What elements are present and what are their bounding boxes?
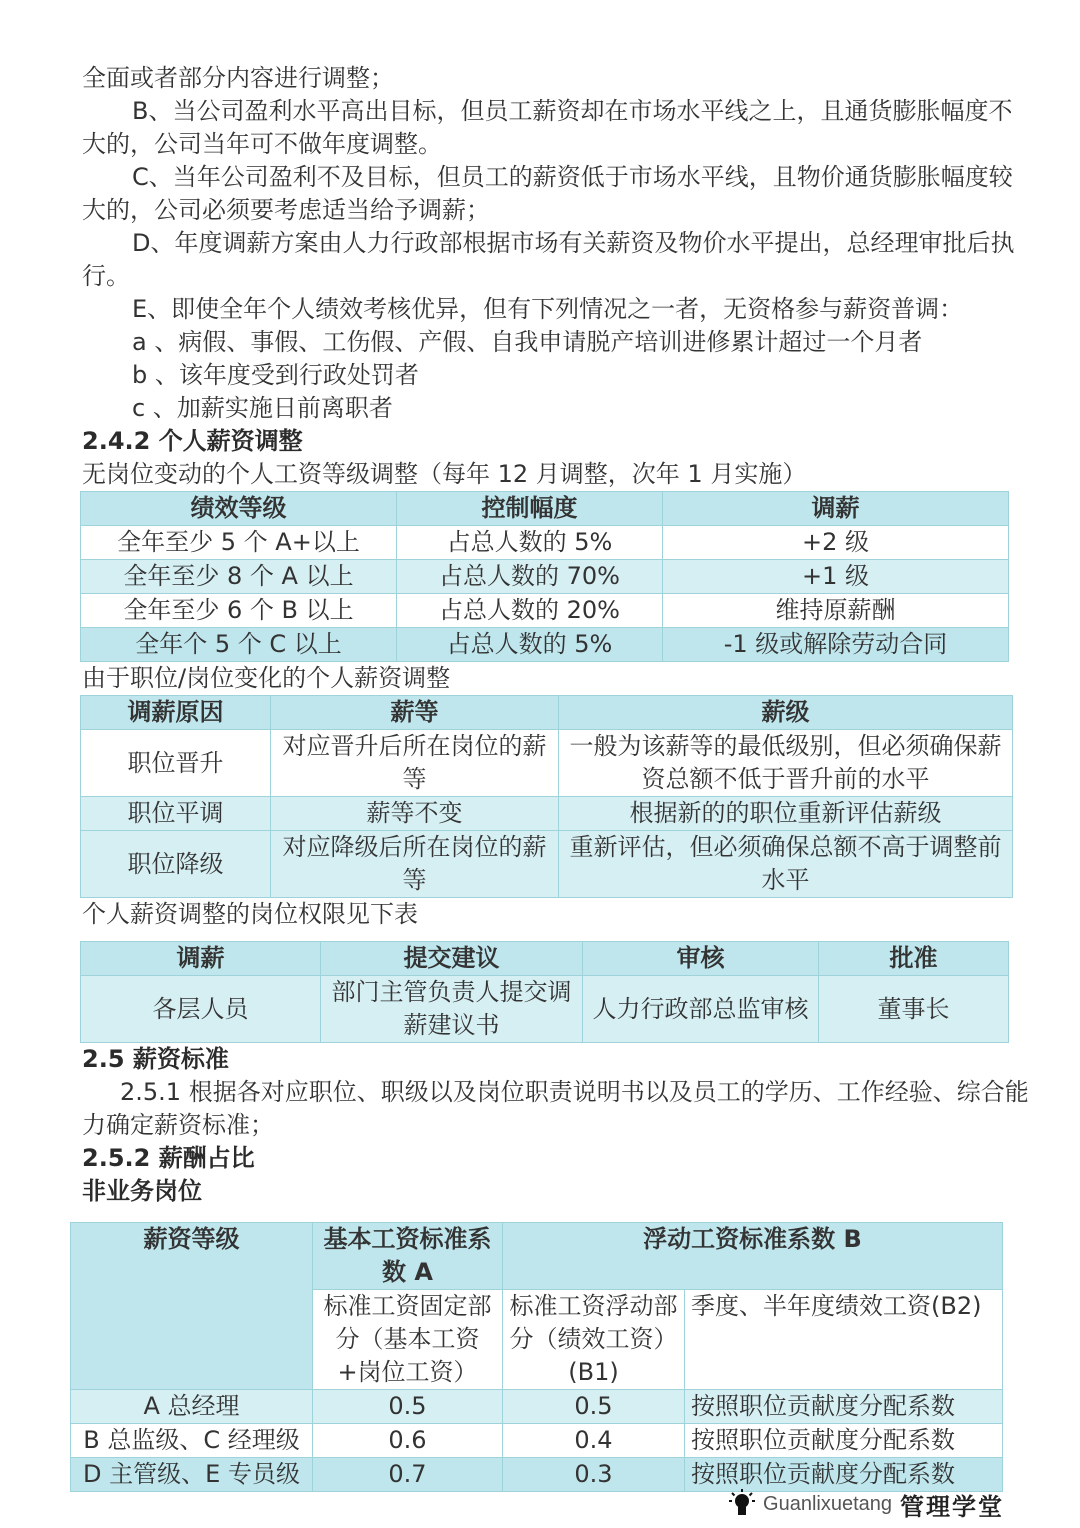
- table-row: [71, 1390, 1003, 1424]
- table-row: [81, 976, 1009, 1043]
- table-cell: 按照职位贡献度分配系数: [685, 1390, 1003, 1424]
- table-cell: 占总人数的 70%: [397, 560, 663, 594]
- table-cell: 董事长: [819, 976, 1009, 1043]
- table4-subheader-base: 标准工资固定部分（基本工资+岗位工资）: [313, 1290, 503, 1390]
- lightbulb-icon: [729, 1488, 755, 1522]
- table2-header: 薪级: [559, 696, 1013, 730]
- table1-header: 控制幅度: [397, 492, 663, 526]
- table-cell: +2 级: [663, 526, 1009, 560]
- section-heading-252: 2.5.2 薪酬占比: [82, 1144, 255, 1172]
- table-row: [81, 730, 1013, 797]
- footer-brand-chinese: 管理学堂: [900, 1492, 1004, 1521]
- footer-brand-latin: Guanlixuetang: [763, 1493, 892, 1515]
- table-cell: 职位降级: [81, 831, 271, 898]
- table-cell: +1 级: [663, 560, 1009, 594]
- table1-header: 调薪: [663, 492, 1009, 526]
- table-cell: 0.6: [313, 1424, 503, 1458]
- intro-line-3: D、年度调薪方案由人力行政部根据市场有关薪资及物价水平提出，总经理审批后执行。: [82, 229, 1015, 290]
- table-row: [81, 526, 1009, 560]
- intro-line-1: B、当公司盈利水平高出目标，但员工薪资却在市场水平线之上，且通货膨胀幅度不大的，公司当年可不做年度调整。: [82, 97, 1013, 158]
- table-cell: 人力行政部总监审核: [583, 976, 819, 1043]
- table-row: [81, 594, 1009, 628]
- table-row: [81, 831, 1013, 898]
- table-cell: 职位平调: [81, 797, 271, 831]
- table-row: [81, 560, 1009, 594]
- table4-subheader-b2: 季度、半年度绩效工资(B2): [685, 1290, 1003, 1390]
- table-cell: A 总经理: [71, 1390, 313, 1424]
- table-cell: 全年至少 6 个 B 以上: [81, 594, 397, 628]
- table-cell: 占总人数的 20%: [397, 594, 663, 628]
- para-251: 2.5.1 根据各对应职位、职级以及岗位职责说明书以及员工的学历、工作经验、综合能力确定薪资标准；: [82, 1078, 1029, 1139]
- table-cell: 一般为该薪等的最低级别，但必须确保薪资总额不低于晋升前的水平: [559, 730, 1013, 797]
- table-cell: 重新评估，但必须确保总额不高于调整前水平: [559, 831, 1013, 898]
- table2-caption: 由于职位/岗位变化的个人薪资调整: [82, 664, 451, 692]
- table-cell: 对应晋升后所在岗位的薪等: [271, 730, 559, 797]
- table-row: [71, 1424, 1003, 1458]
- table-row: [81, 628, 1009, 662]
- table-cell: 按照职位贡献度分配系数: [685, 1424, 1003, 1458]
- table3-caption: 个人薪资调整的岗位权限见下表: [82, 900, 418, 928]
- table-cell: 占总人数的 5%: [397, 628, 663, 662]
- table-cell: 占总人数的 5%: [397, 526, 663, 560]
- intro-line-7: c 、加薪实施日前离职者: [132, 394, 393, 422]
- position-change-table: [80, 695, 1013, 898]
- table3-header: 审核: [583, 942, 819, 976]
- table-cell: D 主管级、E 专员级: [71, 1458, 313, 1492]
- table-cell: 职位晋升: [81, 730, 271, 797]
- table-cell: 全年个 5 个 C 以上: [81, 628, 397, 662]
- section-heading-242: 2.4.2 个人薪资调整: [82, 427, 303, 455]
- table-cell: 部门主管负责人提交调薪建议书: [321, 976, 583, 1043]
- intro-line-6: b 、该年度受到行政处罚者: [132, 361, 419, 389]
- table-row: [81, 797, 1013, 831]
- table4-header-float: 浮动工资标准系数 B: [503, 1223, 1003, 1290]
- table-cell: B 总监级、C 经理级: [71, 1424, 313, 1458]
- approval-authority-table: [80, 941, 1009, 1043]
- table-cell: 0.4: [503, 1424, 685, 1458]
- performance-adjust-table: [80, 491, 1009, 662]
- intro-para-b: [82, 95, 1032, 161]
- footer-brand: [729, 1487, 1004, 1522]
- table-cell: 全年至少 8 个 A 以上: [81, 560, 397, 594]
- intro-para-c: [82, 161, 1032, 227]
- document-page: [82, 62, 1032, 1492]
- intro-line-0: 全面或者部分内容进行调整；: [82, 64, 394, 92]
- table3-header: 调薪: [81, 942, 321, 976]
- table-cell: 对应降级后所在岗位的薪等: [271, 831, 559, 898]
- table-cell: 0.3: [503, 1458, 685, 1492]
- table-cell: 0.7: [313, 1458, 503, 1492]
- table4-header-grade: 薪资等级: [71, 1223, 313, 1390]
- table1-header: 绩效等级: [81, 492, 397, 526]
- table-cell: 薪等不变: [271, 797, 559, 831]
- table-cell: 全年至少 5 个 A+以上: [81, 526, 397, 560]
- para-251-block: [82, 1076, 1032, 1142]
- table4-subheader-b1: 标准工资浮动部分（绩效工资）(B1): [503, 1290, 685, 1390]
- table-cell: 按照职位贡献度分配系数: [685, 1458, 1003, 1492]
- table-cell: 维持原薪酬: [663, 594, 1009, 628]
- table-cell: 各层人员: [81, 976, 321, 1043]
- salary-ratio-table: [70, 1222, 1003, 1492]
- section-heading-25: 2.5 薪资标准: [82, 1045, 229, 1073]
- intro-line-2: C、当年公司盈利不及目标，但员工的薪资低于市场水平线，且物价通货膨胀幅度较大的，公司必须要考虑适当给予调薪；: [82, 163, 1013, 224]
- table2-header: 调薪原因: [81, 696, 271, 730]
- table4-header-base: 基本工资标准系数 A: [313, 1223, 503, 1290]
- intro-line-5: a 、病假、事假、工伤假、产假、自我申请脱产培训进修累计超过一个月者: [132, 328, 923, 356]
- table-cell: 根据新的的职位重新评估薪级: [559, 797, 1013, 831]
- table-cell: -1 级或解除劳动合同: [663, 628, 1009, 662]
- intro-line-4: E、即使全年个人绩效考核优异，但有下列情况之一者，无资格参与薪资普调：: [132, 295, 964, 323]
- table3-header: 提交建议: [321, 942, 583, 976]
- sub-heading-non-business: 非业务岗位: [82, 1177, 202, 1205]
- table3-header: 批准: [819, 942, 1009, 976]
- table1-caption: 无岗位变动的个人工资等级调整（每年 12 月调整，次年 1 月实施）: [82, 460, 807, 488]
- intro-para-d: [82, 227, 1032, 293]
- table-cell: 0.5: [503, 1390, 685, 1424]
- table-cell: 0.5: [313, 1390, 503, 1424]
- table2-header: 薪等: [271, 696, 559, 730]
